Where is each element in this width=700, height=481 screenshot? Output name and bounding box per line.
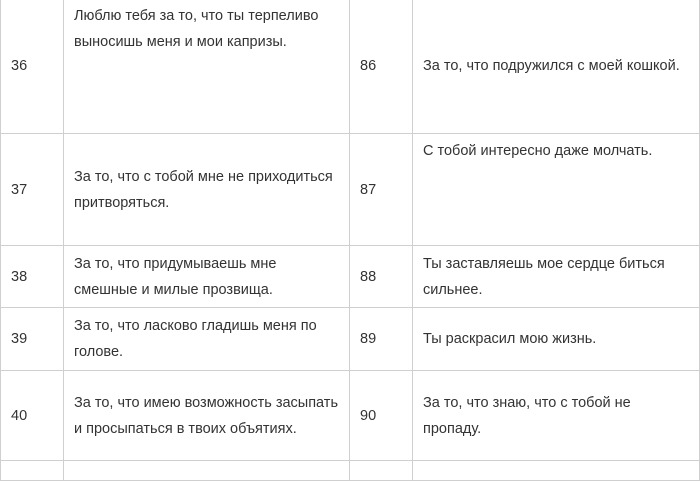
table-row bbox=[1, 461, 700, 481]
table-row bbox=[1, 134, 700, 246]
reason-text-cell: За то, что знаю, что с тобой не пропаду. bbox=[413, 371, 700, 461]
reason-text-cell: За то, что придумываешь мне смешные и милые прозвища. bbox=[64, 246, 350, 308]
empty-cell bbox=[64, 461, 350, 481]
table-row bbox=[1, 308, 700, 371]
reason-text-cell: Ты раскрасил мою жизнь. bbox=[413, 308, 700, 371]
empty-cell bbox=[1, 461, 64, 481]
row-number-cell: 38 bbox=[1, 246, 64, 308]
row-number-cell: 86 bbox=[350, 0, 413, 134]
row-number-cell: 90 bbox=[350, 371, 413, 461]
table-row bbox=[1, 371, 700, 461]
row-number-cell: 88 bbox=[350, 246, 413, 308]
row-number-cell: 89 bbox=[350, 308, 413, 371]
row-number-cell: 37 bbox=[1, 134, 64, 246]
row-number-cell: 39 bbox=[1, 308, 64, 371]
reason-text-cell: За то, что имею возможность засыпать и просыпаться в твоих объятиях. bbox=[64, 371, 350, 461]
reason-text-cell: Люблю тебя за то, что ты терпеливо выносишь меня и мои капризы. bbox=[64, 0, 350, 134]
row-number-cell: 87 bbox=[350, 134, 413, 246]
reason-text-cell: С тобой интересно даже молчать. bbox=[413, 134, 700, 246]
row-number-cell: 36 bbox=[1, 0, 64, 134]
table-row bbox=[1, 0, 700, 134]
row-number-cell: 40 bbox=[1, 371, 64, 461]
reason-text-cell: За то, что подружился с моей кошкой. bbox=[413, 0, 700, 134]
table-row bbox=[1, 246, 700, 308]
empty-cell bbox=[350, 461, 413, 481]
reason-text-cell: За то, что ласково гладишь меня по голове. bbox=[64, 308, 350, 371]
reason-text-cell: Ты заставляешь мое сердце биться сильнее. bbox=[413, 246, 700, 308]
reason-text-cell: За то, что с тобой мне не приходиться притворяться. bbox=[64, 134, 350, 246]
empty-cell bbox=[413, 461, 700, 481]
